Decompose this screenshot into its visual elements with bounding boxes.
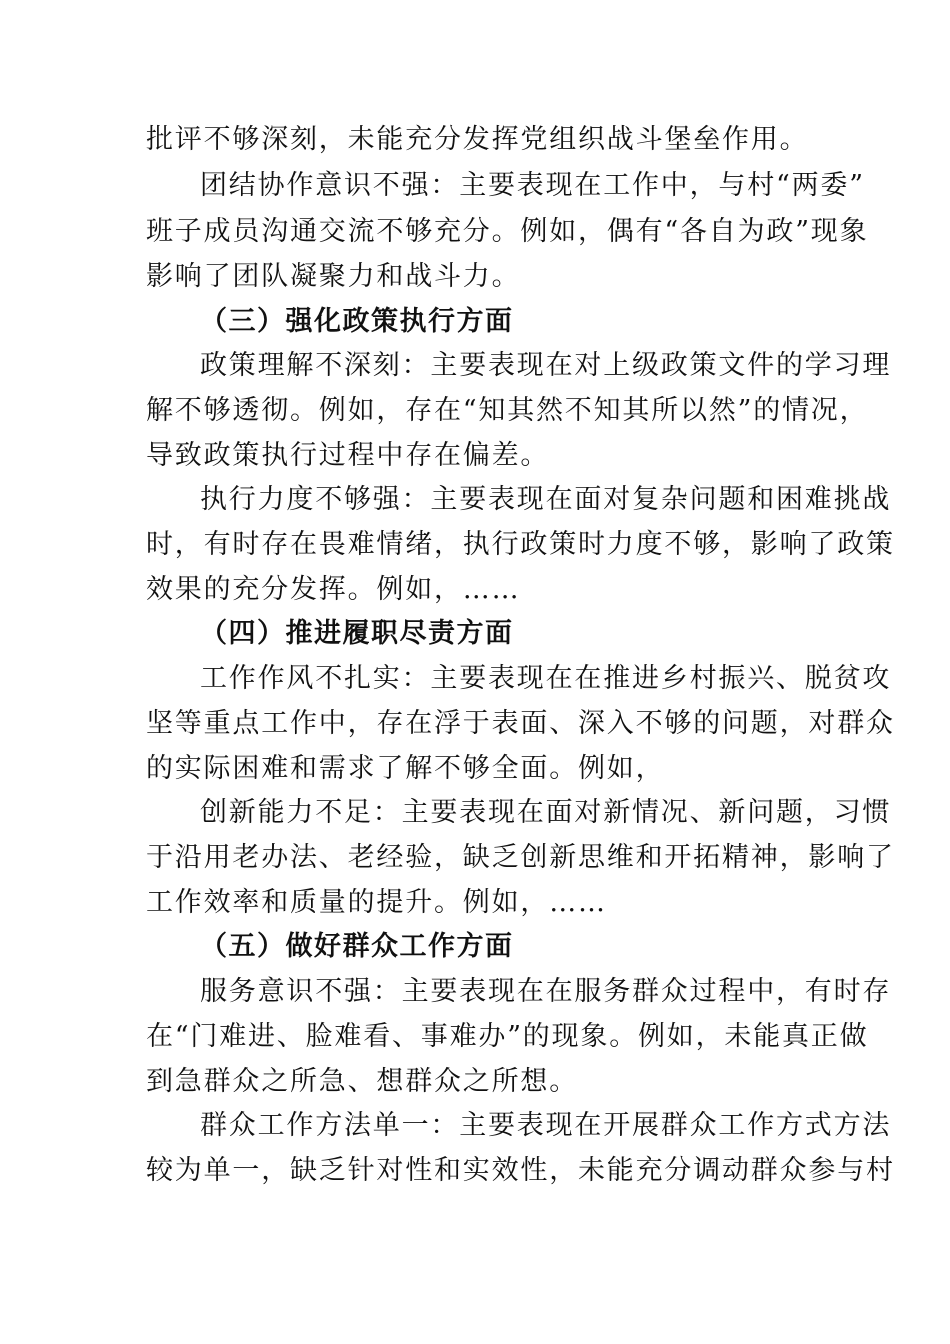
- paragraph-line: 解不够透彻。例如，存在“知其然不知其所以然”的情况，: [146, 395, 869, 426]
- section-heading: （三）强化政策执行方面: [200, 306, 514, 337]
- paragraph-line: 工作效率和质量的提升。例如，……: [146, 887, 607, 918]
- paragraph-line: 创新能力不足：主要表现在面对新情况、新问题，习惯: [200, 797, 892, 828]
- paragraph-line: 群众工作方法单一：主要表现在开展群众工作方式方法: [200, 1110, 892, 1141]
- paragraph-line: 执行力度不够强：主要表现在面对复杂问题和困难挑战: [200, 484, 892, 515]
- paragraph-line: 较为单一，缺乏针对性和实效性，未能充分调动群众参与村: [146, 1155, 895, 1186]
- paragraph-line: 工作作风不扎实：主要表现在在推进乡村振兴、脱贫攻: [200, 663, 892, 694]
- paragraph-line: 在“门难进、脸难看、事难办”的现象。例如，未能真正做: [146, 1021, 869, 1052]
- section-heading: （四）推进履职尽责方面: [200, 618, 514, 649]
- paragraph-line: 于沿用老办法、老经验，缺乏创新思维和开拓精神，影响了: [146, 842, 895, 873]
- paragraph-line: 到急群众之所急、想群众之所想。: [146, 1066, 578, 1097]
- paragraph-line: 坚等重点工作中，存在浮于表面、深入不够的问题，对群众: [146, 708, 895, 739]
- section-heading: （五）做好群众工作方面: [200, 931, 514, 962]
- paragraph-line: 政策理解不深刻：主要表现在对上级政策文件的学习理: [200, 350, 892, 381]
- paragraph-line: 批评不够深刻，未能充分发挥党组织战斗堡垒作用。: [146, 124, 809, 155]
- paragraph-line: 的实际困难和需求了解不够全面。例如，: [146, 753, 665, 784]
- paragraph-line: 导致政策执行过程中存在偏差。: [146, 440, 550, 471]
- paragraph-line: 影响了团队凝聚力和战斗力。: [146, 261, 521, 292]
- paragraph-line: 时，有时存在畏难情绪，执行政策时力度不够，影响了政策: [146, 529, 895, 560]
- paragraph-line: 服务意识不强：主要表现在在服务群众过程中，有时存: [200, 976, 892, 1007]
- paragraph-line: 效果的充分发挥。例如，……: [146, 574, 521, 605]
- paragraph-line: 班子成员沟通交流不够充分。例如，偶有“各自为政”现象: [146, 216, 869, 247]
- paragraph-line: 团结协作意识不强：主要表现在工作中，与村“两委”: [200, 170, 865, 201]
